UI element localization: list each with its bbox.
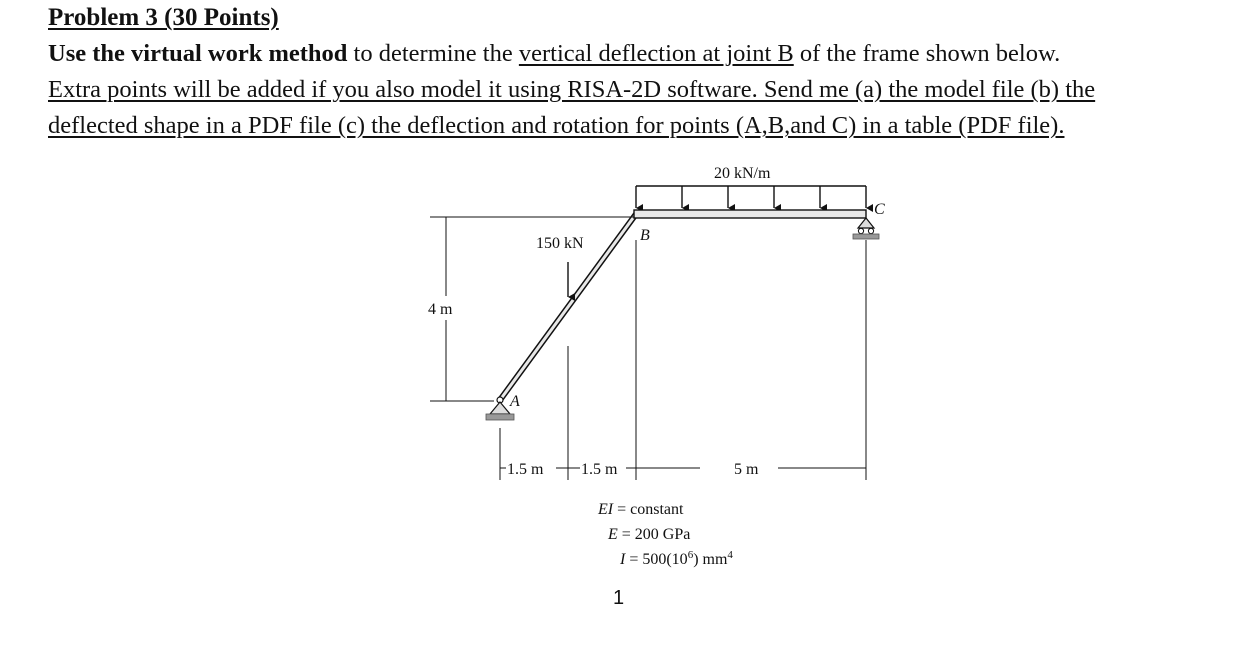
property-e: E = 200 GPa <box>608 526 691 543</box>
problem-line-2: Extra points will be added if you also model it using RISA-2D software. Send me (a) the model file (b) the <box>48 76 1096 103</box>
page-number: 1 <box>613 587 625 609</box>
dimension-label-3: 5 m <box>734 461 759 478</box>
dimension-label-2: 1.5 m <box>581 461 618 478</box>
height-dimension <box>430 217 634 401</box>
target-quantity: vertical deflection at joint B <box>518 40 794 67</box>
problem-title: Problem 3 (30 Points) <box>48 4 279 31</box>
distributed-load-label: 20 kN/m <box>714 165 771 182</box>
horizontal-dimensions <box>500 240 866 480</box>
point-load-label: 150 kN <box>536 235 584 252</box>
line-1-tail: of the frame shown below. <box>793 40 1061 67</box>
property-ei: EI = constant <box>598 501 684 518</box>
line-1-mid: to determine the <box>347 40 519 67</box>
joint-c-label: C <box>874 201 885 218</box>
joint-b-label: B <box>640 227 650 244</box>
roller-support-c <box>853 218 879 239</box>
method-emphasis: Use the virtual work method <box>48 40 348 67</box>
member-bc <box>634 210 866 218</box>
joint-a-label: A <box>510 393 520 410</box>
dimension-label-1: 1.5 m <box>507 461 544 478</box>
distributed-load <box>636 186 866 208</box>
property-i: $I = 500(10^6)$ $mm^4$ <box>620 549 733 568</box>
problem-line-3: deflected shape in a PDF file (c) the deflection and rotation for points (A,B,and C) in a table (PDF file). <box>48 112 1065 139</box>
height-dimension-label: 4 m <box>428 301 453 318</box>
